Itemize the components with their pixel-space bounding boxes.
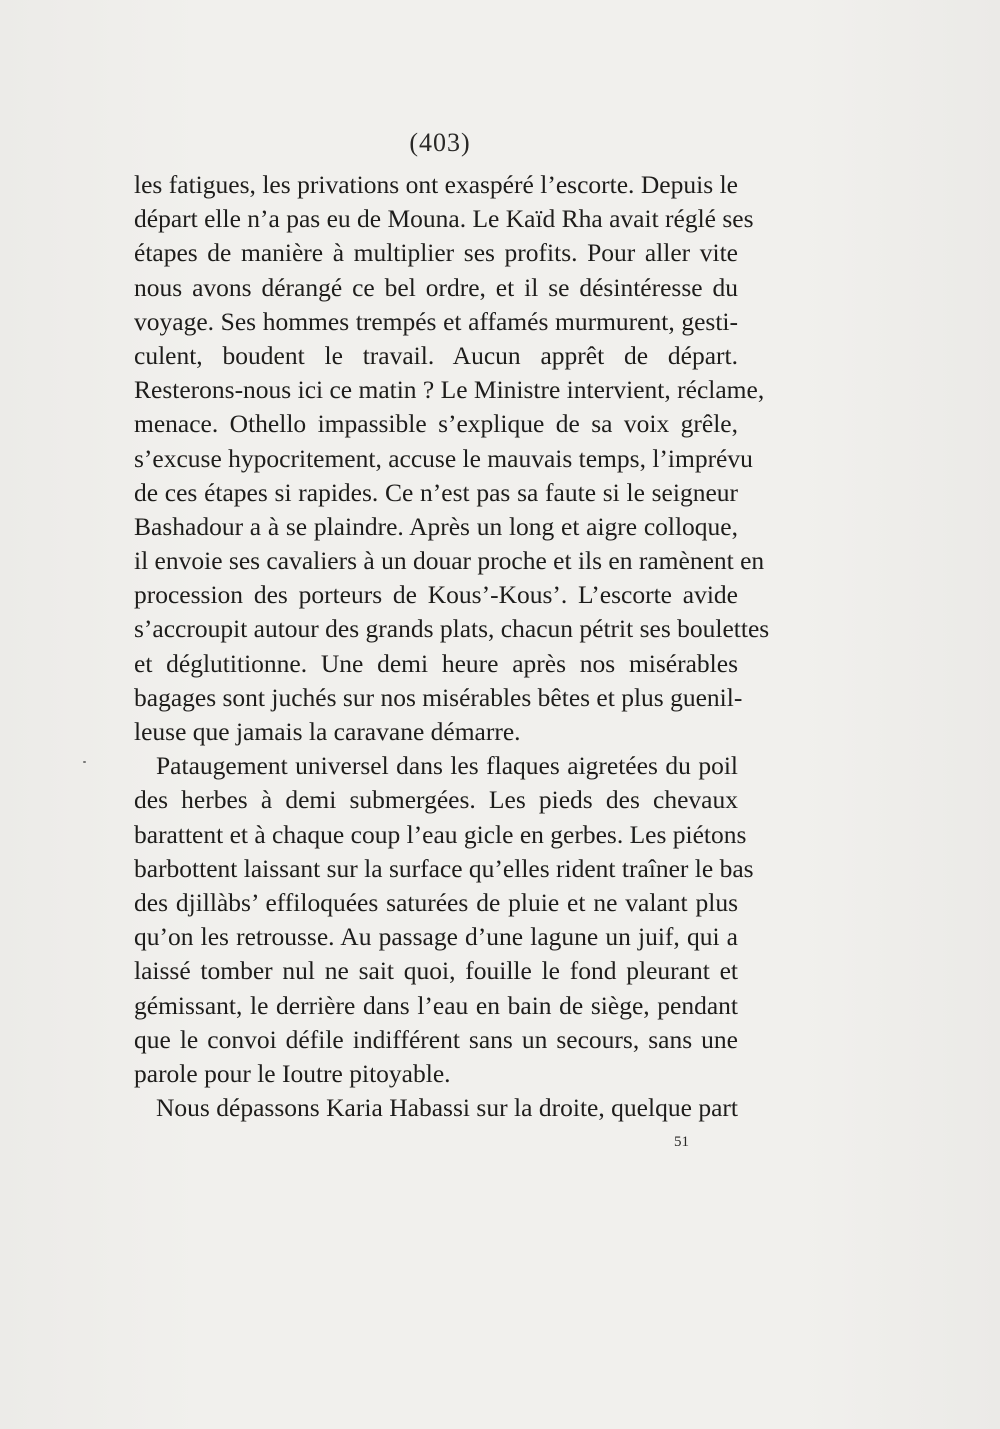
text-line: de ces étapes si rapides. Ce n’est pas sa faute si le seigneur [134, 477, 738, 507]
signature-mark: 51 [674, 1134, 689, 1150]
text-line: procession des porteurs de Kous’-Kous’. L’escorte avide [134, 580, 738, 610]
text-line: qu’on les retrousse. Au passage d’une lagune un juif, qui a [134, 922, 738, 952]
text-line: gémissant, le derrière dans l’eau en bain de siège, pendant [134, 990, 738, 1020]
text-line: voyage. Ses hommes trempés et affamés murmurent, gesti- [134, 306, 738, 336]
text-line: départ elle n’a pas eu de Mouna. Le Kaïd Rha avait réglé ses [134, 204, 754, 234]
text-line: Bashadour a à se plaindre. Après un long et aigre colloque, [134, 511, 738, 541]
print-speck [83, 761, 86, 763]
text-line: laissé tomber nul ne sait quoi, fouille le fond pleurant et [134, 956, 738, 986]
text-line: les fatigues, les privations ont exaspéré l’escorte. Depuis le [134, 170, 738, 199]
text-line: s’accroupit autour des grands plats, chacun pétrit ses boulettes [134, 614, 770, 644]
text-line: nous avons dérangé ce bel ordre, et il se désintéresse du [134, 272, 738, 302]
text-line: culent, boudent le travail. Aucun apprêt de départ. [134, 340, 738, 370]
text-line: des herbes à demi submergées. Les pieds des chevaux [134, 785, 738, 815]
paragraph-last-line: parole pour le Ioutre pitoyable. [134, 1058, 451, 1088]
paragraph-first-line: Nous dépassons Karia Habassi sur la droite, quelque part [156, 1093, 738, 1123]
text-line: il envoie ses cavaliers à un douar proche et ils en ramènent en [134, 546, 765, 576]
text-line: et déglutitionne. Une demi heure après nos misérables [134, 648, 738, 678]
paragraph-first-line: Pataugement universel dans les flaques aigretées du poil [156, 751, 738, 781]
text-line: bagages sont juchés sur nos misérables bêtes et plus guenil- [134, 682, 743, 712]
text-line: étapes de manière à multiplier ses profits. Pour aller vite [134, 238, 738, 268]
text-line: que le convoi défile indifférent sans un secours, sans une [134, 1024, 738, 1054]
text-line: menace. Othello impassible s’explique de sa voix grêle, [134, 409, 738, 439]
page-number: (403) [409, 128, 471, 157]
text-line: Resterons-nous ici ce matin ? Le Ministre intervient, réclame, [134, 375, 765, 405]
text-line: s’excuse hypocritement, accuse le mauvais temps, l’imprévu [134, 443, 753, 473]
paragraph-last-line: leuse que jamais la caravane démarre. [134, 717, 521, 746]
text-line: des djillàbs’ effiloquées saturées de pluie et ne valant plus [134, 887, 738, 917]
text-line: barattent et à chaque coup l’eau gicle en gerbes. Les piétons [134, 819, 747, 849]
body-text [134, 168, 770, 1125]
text-line: barbottent laissant sur la surface qu’elles rident traîner le bas [134, 853, 754, 883]
